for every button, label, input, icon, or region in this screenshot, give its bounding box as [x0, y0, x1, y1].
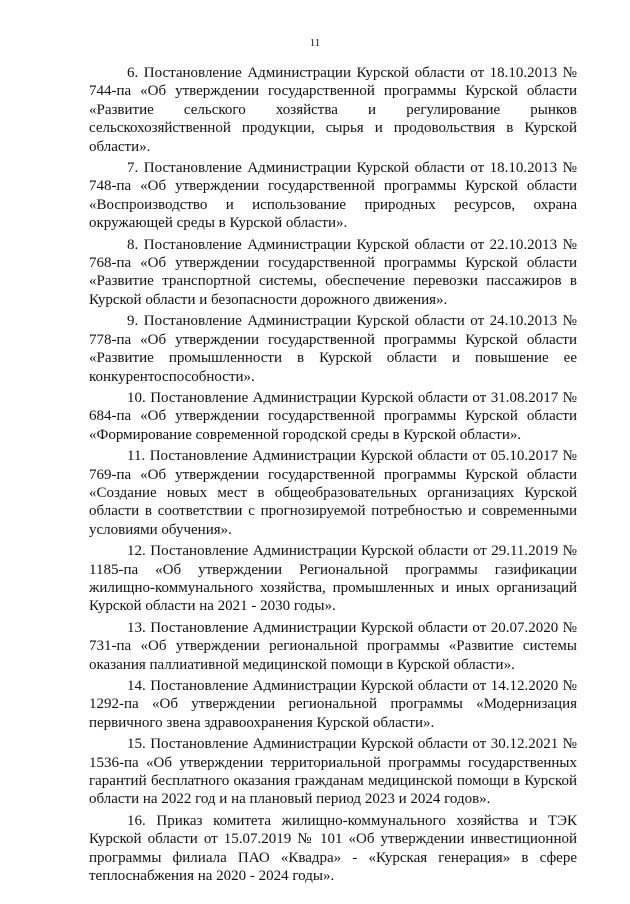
list-item-12: 12. Постановление Администрации Курской области от 29.11.2019 № 1185-па «Об утверждении Региональной программы газификации жилищно-коммунального хозяйства, промышленных и иных организаций Курской области на 2021 - 2030 годы».: [89, 543, 577, 615]
list-item-6: 6. Постановление Администрации Курской области от 18.10.2013 № 744-па «Об утверждении государственной программы Курской области «Развитие сельского хозяйства и регулирование рынков сельскохозяйственной продукции, сырья и продовольствия в Курской области».: [89, 65, 577, 155]
list-item-14: 14. Постановление Администрации Курской области от 14.12.2020 № 1292-па «Об утверждении региональной программы «Модернизация первичного звена здравоохранения Курской области».: [89, 678, 577, 731]
list-item-10: 10. Постановление Администрации Курской области от 31.08.2017 № 684-па «Об утверждении государственной программы Курской области «Формирование современной городской среды в Курской области».: [89, 389, 577, 443]
document-body: [89, 64, 577, 888]
list-item-13: 13. Постановление Администрации Курской области от 20.07.2020 № 731-па «Об утверждении региональной программы «Развитие системы оказания паллиативной медицинской помощи в Курской области».: [89, 619, 577, 673]
list-item-9: 9. Постановление Администрации Курской области от 24.10.2013 № 778-па «Об утверждении государственной программы Курской области «Развитие промышленности в Курской области и повышение ее конкурентоспособности».: [89, 313, 577, 385]
list-item-15: 15. Постановление Администрации Курской области от 30.12.2021 № 1536-па «Об утверждении территориальной программы государственных гарантий бесплатного оказания гражданам медицинской помощи в Курской области на 2022 год и на плановый период 2023 и 2024 годов».: [89, 736, 577, 808]
list-item-7: 7. Постановление Администрации Курской области от 18.10.2013 № 748-па «Об утверждении государственной программы Курской области «Воспроизводство и использование природных ресурсов, охрана окружающей среды в Курской области».: [89, 160, 577, 232]
page-number: 11: [309, 37, 321, 49]
list-item-8: 8. Постановление Администрации Курской области от 22.10.2013 № 768-па «Об утверждении государственной программы Курской области «Развитие транспортной системы, обеспечение перевозки пассажиров в Курской области и безопасности дорожного движения».: [89, 236, 577, 308]
list-item-11: 11. Постановление Администрации Курской области от 05.10.2017 № 769-па «Об утверждении государственной программы Курской области «Создание новых мест в общеобразовательных организациях Курской области в соответствии с прогнозируемой потребностью и современными условиями обучения».: [89, 448, 577, 538]
list-item-16: 16. Приказ комитета жилищно-коммунального хозяйства и ТЭК Курской области от 15.07.2019 № 101 «Об утверждении инвестиционной программы филиала ПАО «Квадра» - «Курская генерация» в сфере теплоснабжения на 2020 - 2024 годы».: [89, 812, 577, 885]
